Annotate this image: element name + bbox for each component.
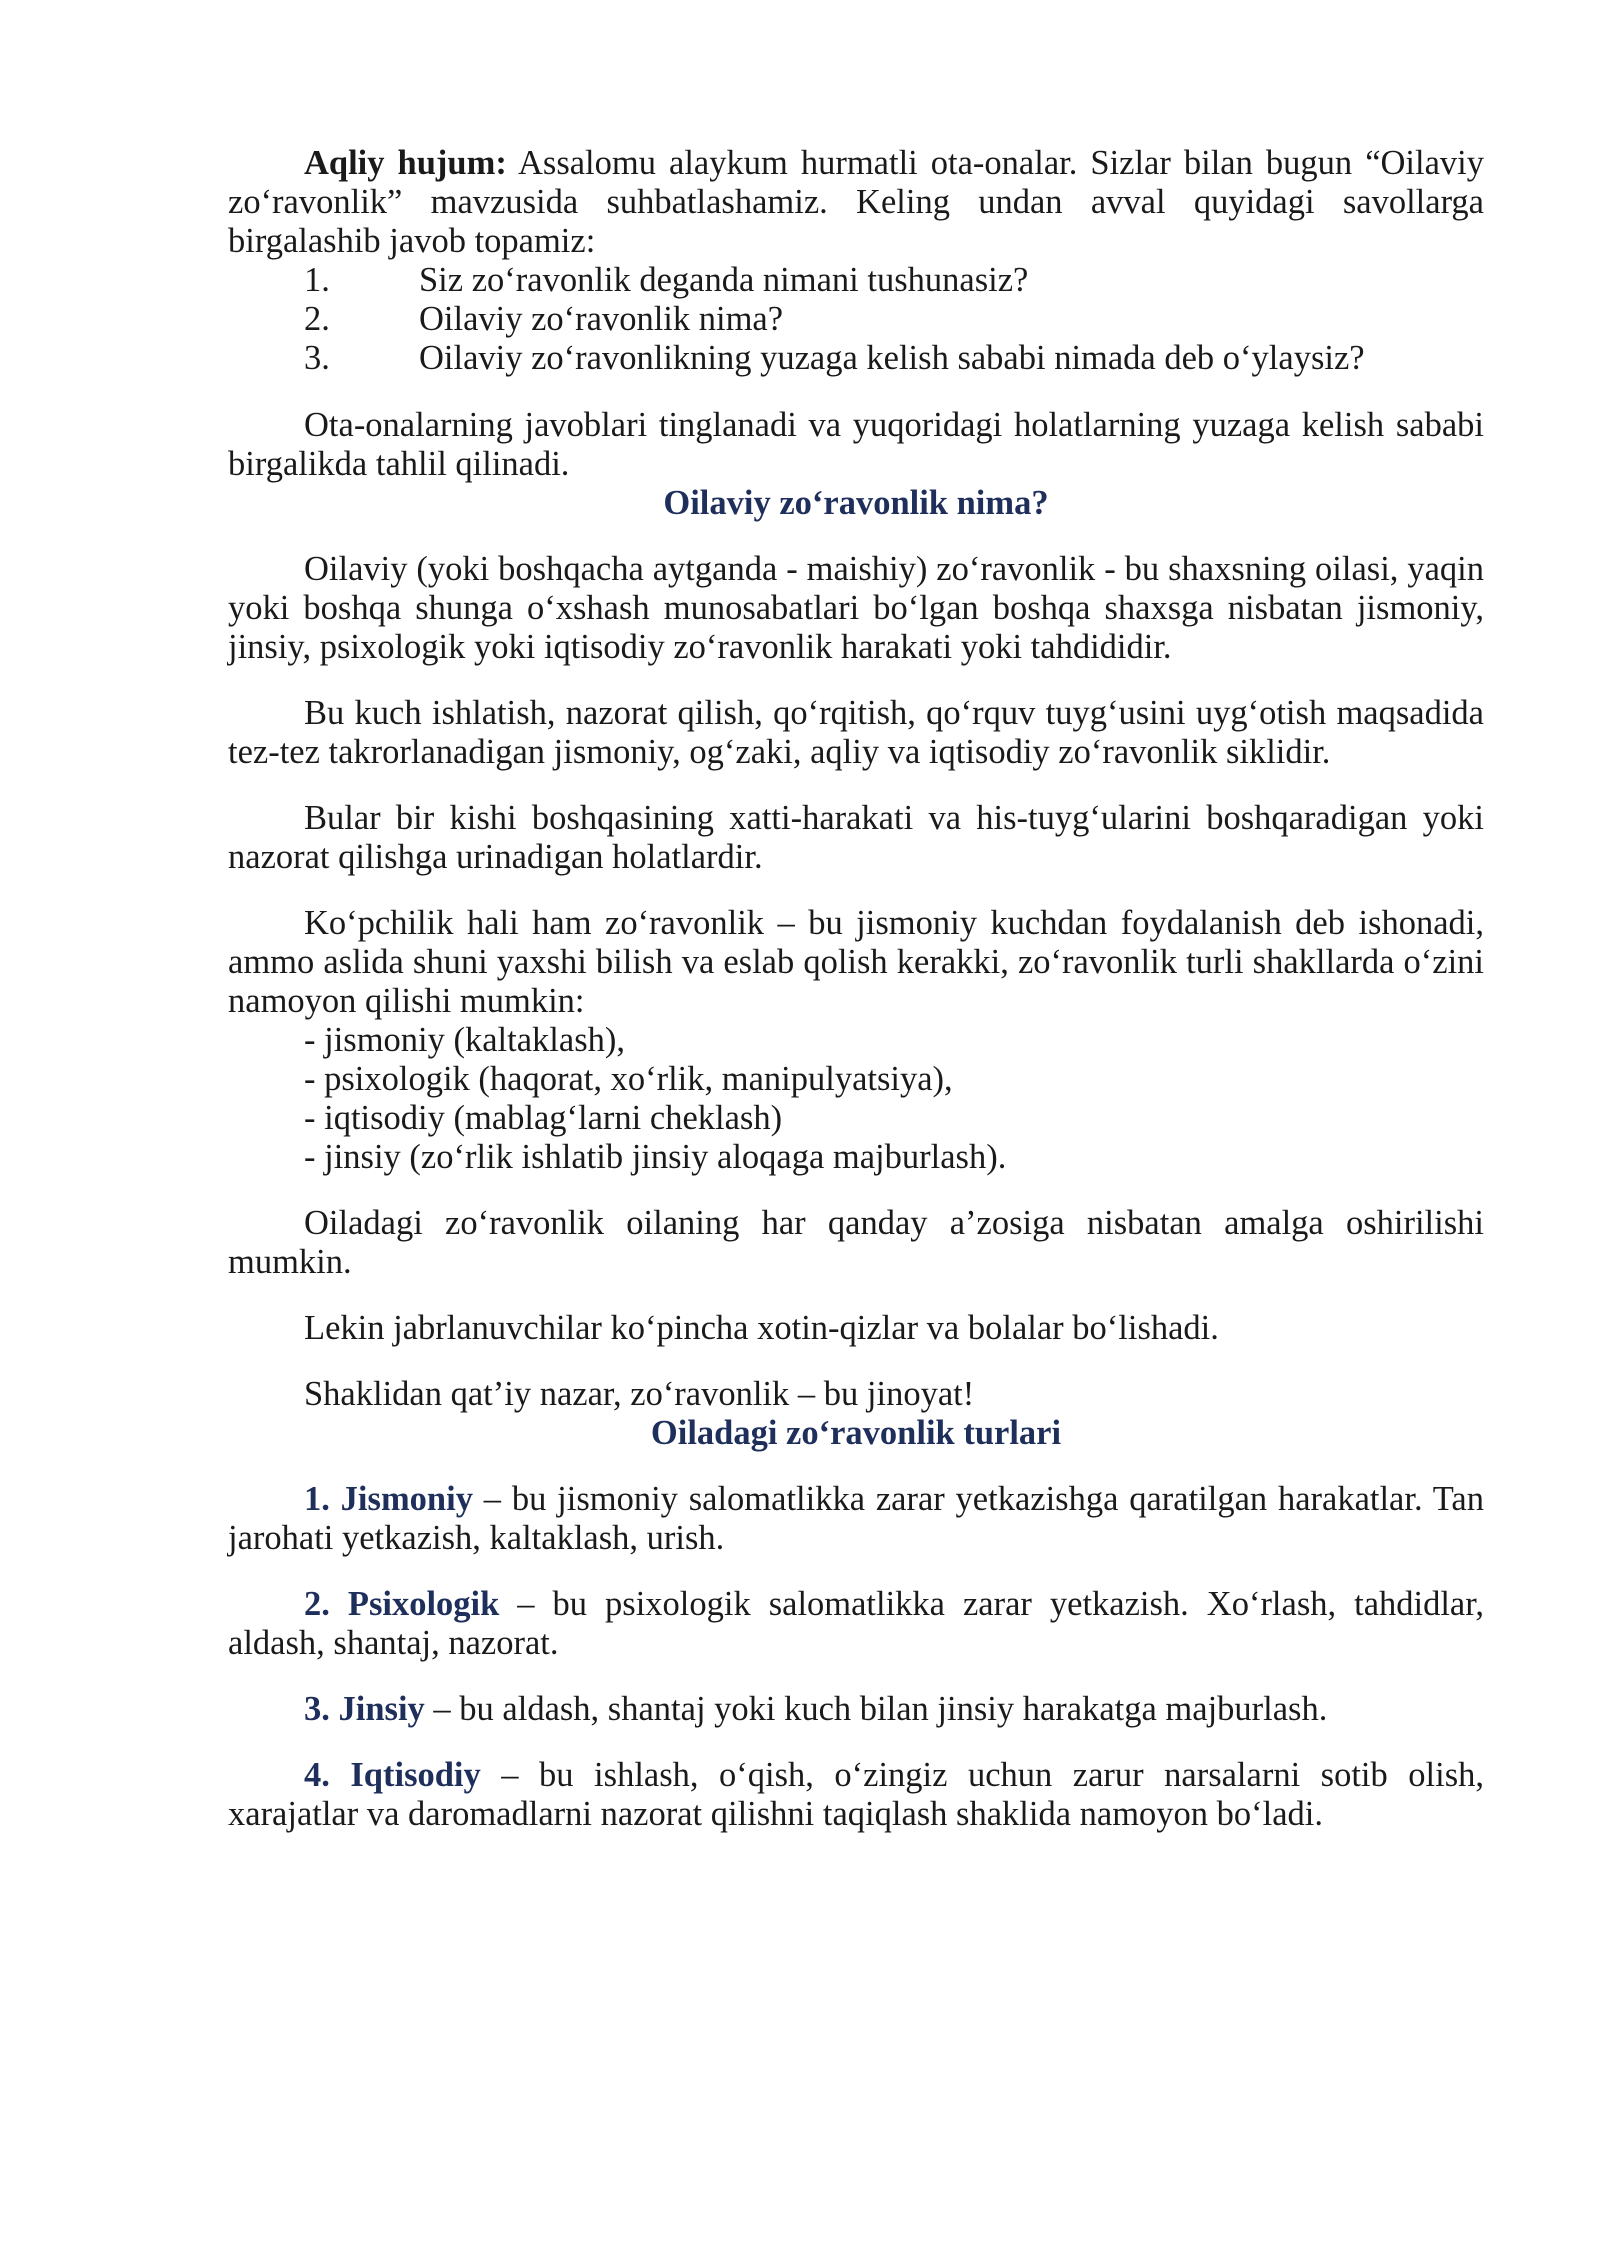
type-paragraph-economic <box>228 1756 1484 1834</box>
intro-paragraph <box>228 144 1484 261</box>
after-questions-paragraph: Ota-onalarning javoblari tinglanadi va yuqoridagi holatlarning yuzaga kelish sababi birgalikda tahlil qilinadi. <box>228 406 1484 483</box>
victims-paragraph: Lekin jabrlanuvchilar ko‘pincha xotin-qizlar va bolalar bo‘lishadi. <box>304 1309 1219 1347</box>
type-term: 1. Jismoniy <box>304 1480 473 1518</box>
question-text: Oilaviy zo‘ravonlik nima? <box>419 300 784 338</box>
type-text: – bu aldash, shantaj yoki kuch bilan jinsiy harakatga majburlash. <box>424 1690 1328 1728</box>
question-list <box>228 261 1484 378</box>
forms-intro-paragraph: Ko‘pchilik hali ham zo‘ravonlik – bu jismoniy kuchdan foydalanish deb ishonadi, ammo aslida shuni yaxshi bilish va eslab qolish kerakki, zo‘ravonlik turli shakllarda o‘zini namoyon qilishi mumkin: <box>228 904 1484 1020</box>
intro-lead: Aqliy hujum: <box>304 144 507 182</box>
list-item <box>228 339 1484 378</box>
type-text: – bu jismoniy salomatlikka zarar yetkazishga qaratilgan harakatlar. Tan jarohati yetkazish, kaltaklash, urish. <box>228 1480 1484 1557</box>
type-paragraph-sexual <box>228 1690 1484 1729</box>
list-item: - psixologik (haqorat, xo‘rlik, manipulyatsiya), <box>304 1060 953 1098</box>
any-member-paragraph: Oiladagi zo‘ravonlik oilaning har qanday a’zosiga nisbatan amalga oshirilishi mumkin. <box>228 1204 1484 1281</box>
type-term: 4. Iqtisodiy <box>304 1756 481 1794</box>
crime-paragraph: Shaklidan qat’iy nazar, zo‘ravonlik – bu jinoyat! <box>304 1375 975 1413</box>
section-heading-types: Oiladagi zo‘ravonlik turlari <box>650 1414 1062 1452</box>
question-text: Oilaviy zo‘ravonlikning yuzaga kelish sababi nimada deb o‘ylaysiz? <box>419 339 1365 377</box>
type-text: – bu ishlash, o‘qish, o‘zingiz uchun zarur narsalarni sotib olish, xarajatlar va daromadlarni nazorat qilishni taqiqlash shaklida namoyon bo‘ladi. <box>228 1756 1484 1833</box>
question-text: Siz zo‘ravonlik deganda nimani tushunasiz? <box>419 261 1029 299</box>
list-item <box>228 300 1484 339</box>
list-item <box>228 261 1484 300</box>
list-item: - iqtisodiy (mablag‘larni cheklash) <box>304 1099 783 1137</box>
list-item: - jismoniy (kaltaklash), <box>304 1021 625 1059</box>
list-item: - jinsiy (zo‘rlik ishlatib jinsiy aloqaga majburlash). <box>304 1138 1007 1176</box>
control-paragraph: Bular bir kishi boshqasining xatti-harakati va his-tuyg‘ularini boshqaradigan yoki nazorat qilishga urinadigan holatlardir. <box>228 799 1484 876</box>
question-number: 3. <box>304 339 330 377</box>
type-paragraph-psychological <box>228 1585 1484 1663</box>
intro-text: Assalomu alaykum hurmatli ota-onalar. Sizlar bilan bugun “Oilaviy zo‘ravonlik” mavzusida suhbatlashamiz. Keling undan avval quyidagi savollarga birgalashib javob topamiz: <box>228 144 1484 260</box>
type-paragraph-physical <box>228 1480 1484 1558</box>
cycle-paragraph: Bu kuch ishlatish, nazorat qilish, qo‘rqitish, qo‘rquv tuyg‘usini uyg‘otish maqsadida tez-tez takrorlanadigan jismoniy, og‘zaki, aqliy va iqtisodiy zo‘ravonlik siklidir. <box>228 694 1484 771</box>
forms-list <box>228 1021 1484 1177</box>
definition-paragraph: Oilaviy (yoki boshqacha aytganda - maishiy) zo‘ravonlik - bu shaxsning oilasi, yaqin yoki boshqa shunga o‘xshash munosabatlari bo‘lgan boshqa shaxsga nisbatan jismoniy, jinsiy, psixologik yoki iqtisodiy zo‘ravonlik harakati yoki tahdididir. <box>228 550 1484 666</box>
section-heading-what: Oilaviy zo‘ravonlik nima? <box>663 484 1049 522</box>
type-term: 3. Jinsiy <box>304 1690 425 1728</box>
type-term: 2. Psixologik <box>304 1585 500 1623</box>
document-page <box>228 144 1484 1834</box>
type-text: – bu psixologik salomatlikka zarar yetkazish. Xo‘rlash, tahdidlar, aldash, shantaj, nazorat. <box>228 1585 1484 1662</box>
question-number: 1. <box>304 261 330 299</box>
question-number: 2. <box>304 300 330 338</box>
